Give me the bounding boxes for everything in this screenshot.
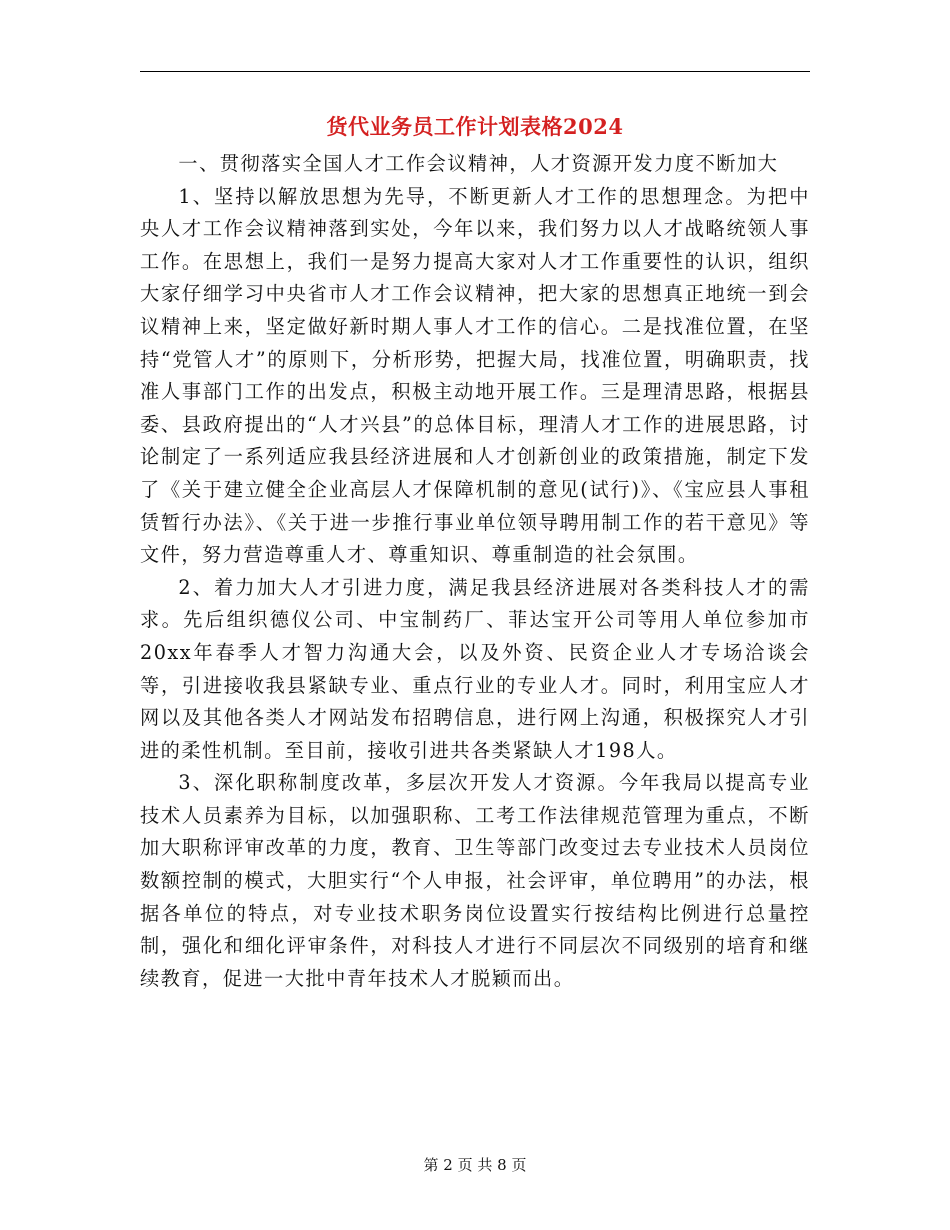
page-title: 货代业务员工作计划表格2024	[326, 114, 624, 139]
header-rule	[140, 71, 810, 72]
body-paragraph: 3、深化职称制度改革，多层次开发人才资源。今年我局以提高专业技术人员素养为目标，以加强职称、工考工作法律规范管理为重点，不断加大职称评审改革的力度，教育、卫生等部门改变过去专业技术人员岗位数额控制的模式，大胆实行“个人申报，社会评审，单位聘用”的办法，根据各单位的特点，对专业技术职务岗位设置实行按结构比例进行总量控制，强化和细化评审条件，对科技人才进行不同层次不同级别的培育和继续教育，促进一大批中青年技术人才脱颖而出。	[140, 771, 810, 990]
page-footer: 第 2 页 共 8 页	[423, 1156, 527, 1174]
section-heading: 一、贯彻落实全国人才工作会议精神，人才资源开发力度不断加大	[178, 152, 779, 175]
body-paragraph: 1、坚持以解放思想为先导，不断更新人才工作的思想理念。为把中央人才工作会议精神落到实处，今年以来，我们努力以人才战略统领人事工作。在思想上，我们一是努力提高大家对人才工作重要性的认识，组织大家仔细学习中央省市人才工作会议精神，把大家的思想真正地统一到会议精神上来，坚定做好新时期人事人才工作的信心。二是找准位置，在坚持“党管人才”的原则下，分析形势，把握大局，找准位置，明确职责，找准人事部门工作的出发点，积极主动地开展工作。三是理清思路，根据县委、县政府提出的“人才兴县”的总体目标，理清人才工作的进展思路，讨论制定了一系列适应我县经济进展和人才创新创业的政策措施，制定下发了《关于建立健全企业高层人才保障机制的意见(试行)》、《宝应县人事租赁暂行办法》、《关于进一步推行事业单位领导聘用制工作的若干意见》等文件，努力营造尊重人才、尊重知识、尊重制造的社会氛围。	[140, 184, 810, 567]
body-paragraph: 2、着力加大人才引进力度，满足我县经济进展对各类科技人才的需求。先后组织德仪公司、中宝制药厂、菲达宝开公司等用人单位参加市20xx年春季人才智力沟通大会，以及外资、民资企业人才专场洽谈会等，引进接收我县紧缺专业、重点行业的专业人才。同时，利用宝应人才网以及其他各类人才网站发布招聘信息，进行网上沟通，积极探究人才引进的柔性机制。至目前，接收引进共各类紧缺人才198人。	[140, 575, 810, 762]
document-body	[140, 148, 810, 995]
